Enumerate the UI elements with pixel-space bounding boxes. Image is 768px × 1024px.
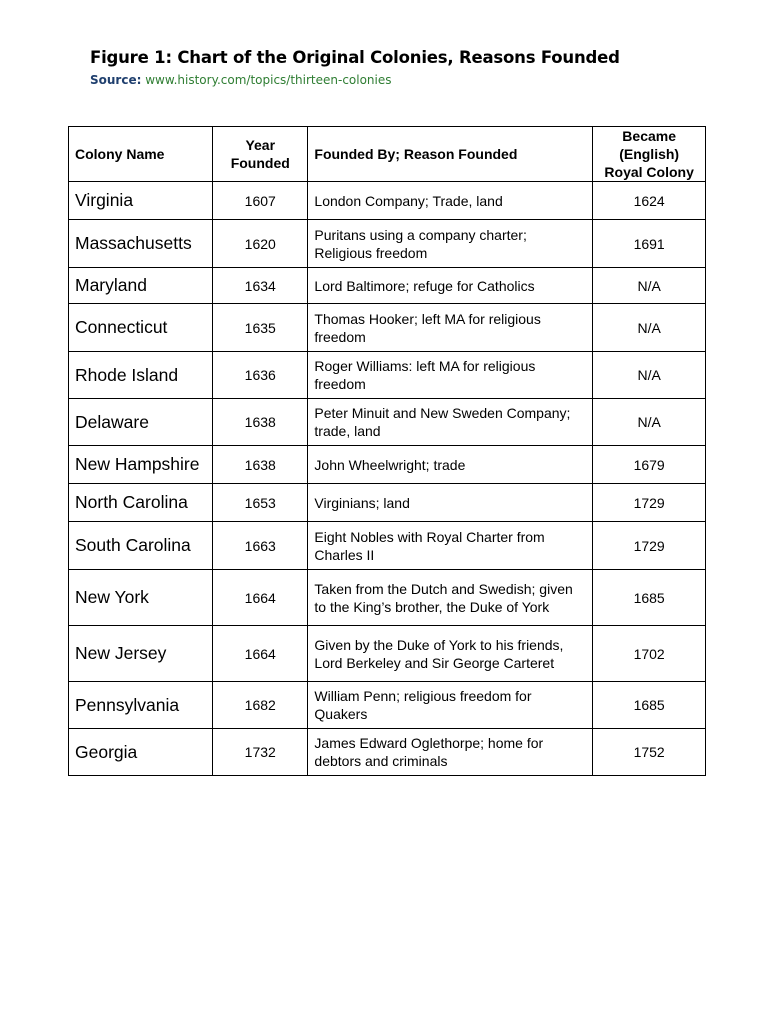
colony-name-cell: Maryland	[69, 268, 213, 304]
colony-name-cell: Virginia	[69, 182, 213, 220]
year-founded-cell: 1682	[213, 682, 308, 729]
royal-colony-cell: 1691	[593, 220, 706, 268]
year-founded-cell: 1664	[213, 570, 308, 626]
table-header-row	[69, 127, 706, 182]
reason-cell: Eight Nobles with Royal Charter from Charles II	[308, 522, 593, 570]
royal-colony-cell: 1685	[593, 682, 706, 729]
year-founded-cell: 1638	[213, 399, 308, 446]
reason-cell: Taken from the Dutch and Swedish; given to the King’s brother, the Duke of York	[308, 570, 593, 626]
table-row	[69, 522, 706, 570]
reason-cell: Virginians; land	[308, 484, 593, 522]
year-founded-cell: 1636	[213, 352, 308, 399]
royal-colony-cell: 1624	[593, 182, 706, 220]
reason-cell: Lord Baltimore; refuge for Catholics	[308, 268, 593, 304]
source-line	[90, 73, 392, 87]
colony-name-cell: Massachusetts	[69, 220, 213, 268]
colony-name-cell: Delaware	[69, 399, 213, 446]
figure-title: Figure 1: Chart of the Original Colonies, Reasons Founded	[90, 48, 620, 67]
year-founded-cell: 1607	[213, 182, 308, 220]
royal-colony-cell: 1752	[593, 729, 706, 776]
royal-colony-cell: N/A	[593, 399, 706, 446]
colony-name-cell: Georgia	[69, 729, 213, 776]
royal-colony-cell: 1685	[593, 570, 706, 626]
reason-cell: James Edward Oglethorpe; home for debtors and criminals	[308, 729, 593, 776]
year-founded-cell: 1638	[213, 446, 308, 484]
colony-name-cell: North Carolina	[69, 484, 213, 522]
colony-name-cell: New Hampshire	[69, 446, 213, 484]
royal-colony-cell: 1679	[593, 446, 706, 484]
year-founded-cell: 1664	[213, 626, 308, 682]
table-row	[69, 570, 706, 626]
year-founded-cell: 1620	[213, 220, 308, 268]
year-founded-cell: 1634	[213, 268, 308, 304]
royal-colony-cell: 1729	[593, 484, 706, 522]
table-row	[69, 484, 706, 522]
header-colony-name: Colony Name	[69, 127, 213, 182]
reason-cell: London Company; Trade, land	[308, 182, 593, 220]
colony-name-cell: Rhode Island	[69, 352, 213, 399]
reason-cell: William Penn; religious freedom for Quakers	[308, 682, 593, 729]
reason-cell: Roger Williams: left MA for religious freedom	[308, 352, 593, 399]
table-row	[69, 220, 706, 268]
table-row	[69, 182, 706, 220]
reason-cell: Peter Minuit and New Sweden Company; trade, land	[308, 399, 593, 446]
reason-cell: Thomas Hooker; left MA for religious freedom	[308, 304, 593, 352]
royal-colony-cell: N/A	[593, 304, 706, 352]
header-year-founded: Year Founded	[213, 127, 308, 182]
colonies-table	[68, 126, 706, 776]
royal-colony-cell: N/A	[593, 352, 706, 399]
table-row	[69, 626, 706, 682]
colony-name-cell: Pennsylvania	[69, 682, 213, 729]
table-row	[69, 268, 706, 304]
source-label: Source:	[90, 73, 142, 87]
royal-colony-cell: 1729	[593, 522, 706, 570]
year-founded-cell: 1663	[213, 522, 308, 570]
table-row	[69, 399, 706, 446]
source-link[interactable]: www.history.com/topics/thirteen-colonies	[145, 73, 392, 87]
header-royal-colony: Became (English) Royal Colony	[593, 127, 706, 182]
colony-name-cell: South Carolina	[69, 522, 213, 570]
year-founded-cell: 1653	[213, 484, 308, 522]
header-founded-by-reason: Founded By; Reason Founded	[308, 127, 593, 182]
royal-colony-cell: 1702	[593, 626, 706, 682]
colony-name-cell: New York	[69, 570, 213, 626]
table-row	[69, 446, 706, 484]
colony-name-cell: New Jersey	[69, 626, 213, 682]
year-founded-cell: 1635	[213, 304, 308, 352]
table-row	[69, 352, 706, 399]
year-founded-cell: 1732	[213, 729, 308, 776]
table-row	[69, 729, 706, 776]
reason-cell: Puritans using a company charter; Religious freedom	[308, 220, 593, 268]
reason-cell: John Wheelwright; trade	[308, 446, 593, 484]
table-row	[69, 304, 706, 352]
colony-name-cell: Connecticut	[69, 304, 213, 352]
reason-cell: Given by the Duke of York to his friends, Lord Berkeley and Sir George Carteret	[308, 626, 593, 682]
table-row	[69, 682, 706, 729]
royal-colony-cell: N/A	[593, 268, 706, 304]
